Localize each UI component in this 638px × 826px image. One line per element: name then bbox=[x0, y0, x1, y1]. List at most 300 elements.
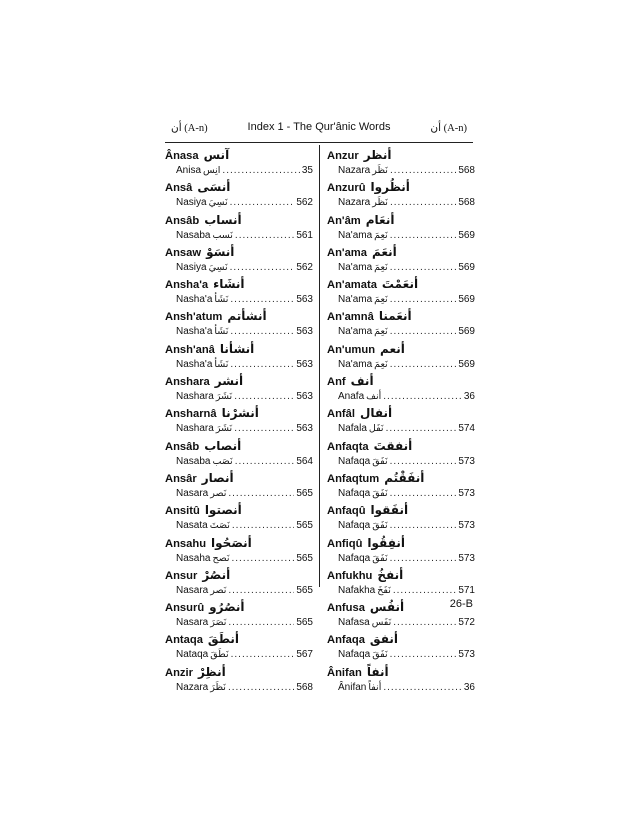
leader-dots bbox=[393, 584, 456, 598]
leader-dots bbox=[235, 455, 295, 469]
root-reference bbox=[165, 196, 313, 210]
root-latin: Nashara bbox=[176, 391, 214, 403]
root-latin: Nashara bbox=[176, 423, 214, 435]
headword bbox=[165, 342, 313, 358]
root-arabic: نَظَر bbox=[372, 197, 388, 209]
headword-latin: Ansâb bbox=[165, 214, 200, 227]
headword-latin: Anzurû bbox=[327, 182, 366, 195]
page-reference: 569 bbox=[458, 294, 475, 306]
headword-arabic: أنعَام bbox=[365, 212, 395, 227]
root-arabic: نَصَرَ bbox=[210, 617, 227, 629]
leader-dots bbox=[390, 648, 457, 662]
index-entry bbox=[165, 536, 313, 568]
root-arabic: نَسب bbox=[212, 229, 233, 241]
root-latin: Na'ama bbox=[338, 358, 373, 370]
leader-dots bbox=[230, 261, 295, 275]
headword-arabic: أنصار bbox=[201, 470, 234, 485]
root-arabic: نَصَب bbox=[212, 455, 233, 467]
root-reference bbox=[327, 390, 475, 404]
index-entry bbox=[327, 503, 475, 535]
page-reference: 565 bbox=[296, 617, 313, 629]
headword-latin: Ansahu bbox=[165, 537, 207, 550]
leader-dots bbox=[232, 519, 294, 533]
headword-latin: Anzir bbox=[165, 666, 193, 679]
leader-dots bbox=[230, 325, 294, 339]
leader-dots bbox=[230, 196, 295, 210]
headword-arabic: أنعَمَ bbox=[371, 244, 397, 259]
leader-dots bbox=[390, 487, 457, 501]
index-entry bbox=[327, 536, 475, 568]
page-reference: 565 bbox=[296, 584, 313, 596]
leader-dots bbox=[228, 487, 294, 501]
headword-arabic: أنسَى bbox=[197, 180, 231, 195]
headword-arabic: أنعَمْتَ bbox=[381, 277, 419, 292]
leader-dots bbox=[234, 422, 294, 436]
root-latin: Na'ama bbox=[338, 326, 373, 338]
index-entry bbox=[165, 632, 313, 664]
root-reference bbox=[165, 164, 313, 178]
root-latin: Nafaqa bbox=[338, 649, 371, 661]
page-reference: 568 bbox=[296, 681, 313, 693]
root-reference bbox=[165, 552, 313, 566]
root-reference bbox=[327, 325, 475, 339]
headword bbox=[327, 342, 475, 358]
headword-latin: Anfiqû bbox=[327, 537, 363, 550]
column-divider bbox=[319, 145, 320, 587]
root-latin: Nafasa bbox=[338, 617, 370, 629]
root-latin: Nasaha bbox=[176, 552, 211, 564]
leader-dots bbox=[383, 681, 462, 695]
index-column-right bbox=[327, 148, 475, 697]
root-reference bbox=[327, 261, 475, 275]
headword-latin: Ansharnâ bbox=[165, 408, 217, 421]
headword-arabic: أنشر bbox=[214, 374, 244, 389]
headword-latin: Anf bbox=[327, 376, 346, 389]
headword bbox=[165, 665, 313, 681]
root-latin: Nasara bbox=[176, 617, 209, 629]
root-latin: Nasiya bbox=[176, 261, 207, 273]
root-reference bbox=[327, 455, 475, 469]
root-reference bbox=[327, 196, 475, 210]
page-reference: 572 bbox=[458, 617, 475, 629]
page-header bbox=[165, 120, 473, 138]
root-reference bbox=[327, 422, 475, 436]
root-arabic: نَشَأ bbox=[214, 294, 229, 306]
headword bbox=[327, 439, 475, 455]
root-reference bbox=[165, 616, 313, 630]
root-arabic: نَعِمَ bbox=[374, 261, 388, 273]
index-entry bbox=[327, 245, 475, 277]
root-latin: Na'ama bbox=[338, 229, 373, 241]
index-entry bbox=[165, 439, 313, 471]
page-reference: 561 bbox=[296, 229, 313, 241]
headword-latin: Anfâl bbox=[327, 408, 355, 421]
root-reference bbox=[165, 325, 313, 339]
headword bbox=[327, 536, 475, 552]
root-latin: Nazara bbox=[338, 197, 371, 209]
root-arabic: نَعِمَ bbox=[374, 229, 388, 241]
page-reference: 573 bbox=[458, 649, 475, 661]
headword-latin: Ansh'anâ bbox=[165, 343, 215, 356]
root-latin: Nafaqa bbox=[338, 487, 371, 499]
headword-arabic: أنظُروا bbox=[370, 180, 410, 195]
root-latin: Nasha'a bbox=[176, 294, 213, 306]
leader-dots bbox=[390, 196, 456, 210]
root-reference bbox=[327, 552, 475, 566]
page-reference: 562 bbox=[296, 261, 313, 273]
headword-latin: Ansâ bbox=[165, 182, 193, 195]
leader-dots bbox=[390, 455, 457, 469]
headword-latin: Ansaw bbox=[165, 246, 202, 259]
root-latin: Nataqa bbox=[176, 649, 209, 661]
leader-dots bbox=[383, 390, 462, 404]
root-reference bbox=[165, 681, 313, 695]
index-entry bbox=[327, 374, 475, 406]
root-reference bbox=[165, 648, 313, 662]
root-arabic: نَشَرَ bbox=[215, 391, 233, 403]
page-reference: 567 bbox=[296, 649, 313, 661]
page-reference: 569 bbox=[458, 261, 475, 273]
leader-dots bbox=[386, 422, 457, 436]
headword bbox=[327, 503, 475, 519]
headword-arabic: أنشَاء bbox=[213, 277, 245, 292]
root-reference bbox=[165, 358, 313, 372]
headword bbox=[165, 213, 313, 229]
leader-dots bbox=[228, 584, 294, 598]
headword-arabic: أنفِقُوا bbox=[367, 535, 405, 550]
root-arabic: انِس bbox=[203, 165, 221, 176]
headword-latin: An'ama bbox=[327, 246, 367, 259]
header-right: أن (A-n) bbox=[430, 123, 467, 134]
root-arabic: نَظَرَ bbox=[210, 681, 226, 693]
index-entry bbox=[327, 471, 475, 503]
index-entry bbox=[165, 148, 313, 180]
root-arabic: نَفَقَ bbox=[372, 649, 388, 661]
root-reference bbox=[327, 229, 475, 243]
index-entry bbox=[165, 180, 313, 212]
root-arabic: نَفَس bbox=[371, 617, 392, 629]
root-arabic: نَصر bbox=[210, 584, 227, 596]
index-entry bbox=[165, 213, 313, 245]
page-reference: 568 bbox=[458, 165, 475, 176]
leader-dots bbox=[390, 164, 456, 178]
page-reference: 568 bbox=[458, 197, 475, 209]
leader-dots bbox=[390, 229, 457, 243]
page-reference: 563 bbox=[296, 358, 313, 370]
index-entry bbox=[165, 503, 313, 535]
page-reference: 563 bbox=[296, 326, 313, 338]
index-entry bbox=[327, 148, 475, 180]
headword bbox=[165, 406, 313, 422]
headword bbox=[327, 568, 475, 584]
headword-arabic: أنطَقَ bbox=[207, 632, 240, 647]
index-entry bbox=[165, 309, 313, 341]
root-latin: Nazara bbox=[176, 681, 209, 693]
page-reference: 565 bbox=[296, 552, 313, 564]
root-latin: Nafaqa bbox=[338, 520, 371, 532]
headword-arabic: أنعم bbox=[380, 341, 405, 356]
index-entry bbox=[327, 406, 475, 438]
root-arabic: نَسِيَ bbox=[208, 261, 228, 273]
leader-dots bbox=[235, 229, 294, 243]
headword-latin: An'amata bbox=[327, 279, 377, 292]
headword-arabic: أنفال bbox=[359, 406, 393, 421]
headword-arabic: أنصتوا bbox=[204, 503, 242, 518]
leader-dots bbox=[228, 681, 294, 695]
headword-arabic: أنصُرْ bbox=[202, 567, 231, 582]
root-latin: Nasara bbox=[176, 584, 209, 596]
headword bbox=[165, 568, 313, 584]
headword-latin: Anfaqtum bbox=[327, 472, 380, 485]
headword-arabic: أنفاً bbox=[366, 664, 389, 679]
leader-dots bbox=[234, 390, 294, 404]
headword bbox=[165, 245, 313, 261]
page-reference: 563 bbox=[296, 294, 313, 306]
headword bbox=[327, 309, 475, 325]
root-arabic: نَعِمَ bbox=[374, 294, 388, 306]
root-latin: Nafala bbox=[338, 423, 367, 435]
root-arabic: نَعِمَ bbox=[374, 326, 388, 338]
root-reference bbox=[327, 616, 475, 630]
root-latin: Nasata bbox=[176, 520, 208, 532]
root-latin: Nazara bbox=[338, 165, 371, 176]
headword-latin: Ansur bbox=[165, 569, 198, 582]
page-reference: 573 bbox=[458, 520, 475, 532]
leader-dots bbox=[231, 552, 294, 566]
headword-latin: An'umun bbox=[327, 343, 376, 356]
headword-latin: Ansâr bbox=[165, 472, 197, 485]
root-arabic: نَفَقَ bbox=[372, 552, 388, 564]
page-reference: 36 bbox=[463, 391, 475, 403]
index-entry bbox=[327, 277, 475, 309]
root-latin: Nasara bbox=[176, 487, 209, 499]
index-entry bbox=[327, 180, 475, 212]
headword bbox=[327, 471, 475, 487]
headword-latin: Ânasa bbox=[165, 150, 199, 162]
index-entry bbox=[165, 277, 313, 309]
page-reference: 569 bbox=[458, 229, 475, 241]
root-arabic: نَفَخَ bbox=[377, 584, 391, 596]
root-arabic: نَسِيَ bbox=[208, 197, 228, 209]
root-reference bbox=[327, 164, 475, 178]
page-reference: 563 bbox=[296, 391, 313, 403]
root-arabic: نَطَقَ bbox=[210, 649, 229, 661]
index-entry bbox=[165, 342, 313, 374]
root-reference bbox=[165, 390, 313, 404]
headword-arabic: أنشأنا bbox=[219, 341, 255, 356]
page-reference: 574 bbox=[458, 423, 475, 435]
root-reference bbox=[327, 648, 475, 662]
headword bbox=[327, 406, 475, 422]
page-reference: 36 bbox=[463, 681, 475, 693]
headword bbox=[165, 503, 313, 519]
page-reference: 563 bbox=[296, 423, 313, 435]
headword-arabic: أنعَمنا bbox=[378, 309, 412, 324]
page-number: 26-B bbox=[449, 598, 473, 610]
index-entry bbox=[327, 342, 475, 374]
root-reference bbox=[165, 487, 313, 501]
leader-dots bbox=[390, 358, 457, 372]
leader-dots bbox=[390, 325, 457, 339]
root-latin: Nafakha bbox=[338, 584, 376, 596]
headword-latin: Anfusa bbox=[327, 602, 365, 615]
headword-latin: Ansurû bbox=[165, 602, 205, 615]
root-arabic: نَفَقَ bbox=[372, 487, 388, 499]
root-latin: Nasaba bbox=[176, 455, 211, 467]
headword-latin: Ansâb bbox=[165, 440, 200, 453]
headword bbox=[327, 665, 475, 681]
root-arabic: نَصح bbox=[212, 552, 230, 564]
headword-latin: Ansha'a bbox=[165, 279, 209, 292]
root-arabic: نَفَقَ bbox=[372, 520, 388, 532]
root-arabic: نَفَقَ bbox=[372, 455, 388, 467]
headword-arabic: أنصُرُو bbox=[209, 600, 245, 615]
index-entry bbox=[165, 665, 313, 697]
headword-latin: Antaqa bbox=[165, 634, 203, 647]
root-reference bbox=[165, 261, 313, 275]
header-left: أن (A-n) bbox=[171, 123, 208, 134]
leader-dots bbox=[390, 261, 457, 275]
leader-dots bbox=[230, 358, 294, 372]
headword bbox=[165, 374, 313, 390]
root-reference bbox=[165, 422, 313, 436]
headword-arabic: آنس bbox=[203, 148, 230, 162]
headword-arabic: أنصاب bbox=[204, 438, 242, 453]
root-arabic: أنفاً bbox=[368, 681, 382, 693]
headword-arabic: أنفُس bbox=[369, 600, 405, 615]
index-entry bbox=[327, 309, 475, 341]
leader-dots bbox=[228, 616, 294, 630]
headword-arabic: أنف bbox=[350, 374, 374, 389]
leader-dots bbox=[390, 552, 457, 566]
root-latin: Anafa bbox=[338, 391, 365, 403]
leader-dots bbox=[390, 519, 457, 533]
headword bbox=[327, 245, 475, 261]
leader-dots bbox=[222, 164, 299, 178]
root-reference bbox=[165, 293, 313, 307]
root-arabic: أنف bbox=[366, 391, 382, 403]
headword-latin: Anfaqa bbox=[327, 634, 365, 647]
root-reference bbox=[165, 584, 313, 598]
headword-latin: Ansitû bbox=[165, 505, 200, 518]
index-column-left bbox=[165, 148, 313, 697]
headword bbox=[327, 180, 475, 196]
root-latin: Nafaqa bbox=[338, 552, 371, 564]
headword-arabic: أنصَحُوا bbox=[211, 535, 252, 550]
root-reference bbox=[165, 229, 313, 243]
root-arabic: نَظَر bbox=[372, 165, 388, 176]
root-latin: Nasiya bbox=[176, 197, 207, 209]
page-reference: 564 bbox=[296, 455, 313, 467]
root-arabic: نَشَرَ bbox=[215, 423, 233, 435]
index-entry bbox=[327, 213, 475, 245]
headword-latin: An'amnâ bbox=[327, 311, 374, 324]
index-entry bbox=[165, 600, 313, 632]
page-reference: 35 bbox=[301, 165, 313, 176]
leader-dots bbox=[230, 293, 294, 307]
headword-arabic: أنشرْنا bbox=[221, 406, 259, 421]
root-arabic: نَشَأ bbox=[214, 358, 229, 370]
headword-arabic: أنسَوْ bbox=[206, 244, 235, 259]
page-reference: 562 bbox=[296, 197, 313, 209]
headword-latin: An'âm bbox=[327, 214, 361, 227]
headword bbox=[327, 632, 475, 648]
index-entry bbox=[327, 568, 475, 600]
root-reference bbox=[327, 584, 475, 598]
header-title: Index 1 - The Qur'ânic Words bbox=[247, 121, 391, 133]
headword-latin: Anshara bbox=[165, 376, 210, 389]
page-reference: 573 bbox=[458, 487, 475, 499]
headword bbox=[165, 632, 313, 648]
headword-arabic: أنفَقوا bbox=[370, 503, 409, 518]
page-reference: 565 bbox=[296, 520, 313, 532]
headword bbox=[327, 374, 475, 390]
headword bbox=[327, 213, 475, 229]
leader-dots bbox=[231, 648, 295, 662]
page-reference: 573 bbox=[458, 552, 475, 564]
headword-arabic: أنفق bbox=[369, 632, 398, 647]
headword bbox=[165, 600, 313, 616]
root-latin: Nafaqa bbox=[338, 455, 371, 467]
headword bbox=[165, 471, 313, 487]
root-latin: Nasha'a bbox=[176, 358, 213, 370]
headword bbox=[165, 536, 313, 552]
index-entry bbox=[165, 471, 313, 503]
root-reference bbox=[327, 293, 475, 307]
leader-dots bbox=[390, 293, 457, 307]
headword bbox=[165, 439, 313, 455]
index-entry bbox=[327, 665, 475, 697]
header-rule bbox=[165, 142, 473, 143]
headword-latin: Anfaqû bbox=[327, 505, 366, 518]
headword bbox=[327, 277, 475, 293]
headword-arabic: أنفَقْتُم bbox=[384, 470, 425, 485]
index-entry bbox=[165, 374, 313, 406]
headword-latin: Anfukhu bbox=[327, 569, 373, 582]
index-entry bbox=[165, 568, 313, 600]
page-reference: 569 bbox=[458, 358, 475, 370]
headword-arabic: أنساب bbox=[204, 212, 242, 227]
headword-arabic: أنشأتم bbox=[227, 309, 267, 324]
headword bbox=[165, 148, 313, 164]
root-latin: Nasaba bbox=[176, 229, 211, 241]
headword-latin: Anzur bbox=[327, 150, 359, 162]
headword-arabic: أنفخُ bbox=[377, 567, 404, 582]
index-entry bbox=[165, 245, 313, 277]
headword-latin: Ânifan bbox=[327, 666, 362, 679]
index-entry bbox=[327, 632, 475, 664]
root-arabic: نَفَل bbox=[368, 423, 384, 435]
root-reference bbox=[165, 519, 313, 533]
root-reference bbox=[327, 487, 475, 501]
index-entry bbox=[165, 406, 313, 438]
root-reference bbox=[327, 681, 475, 695]
headword bbox=[327, 148, 475, 164]
root-latin: Nasha'a bbox=[176, 326, 213, 338]
headword bbox=[165, 180, 313, 196]
page-reference: 565 bbox=[296, 487, 313, 499]
root-reference bbox=[327, 358, 475, 372]
page-reference: 571 bbox=[458, 584, 475, 596]
headword bbox=[165, 277, 313, 293]
leader-dots bbox=[393, 616, 456, 630]
headword-arabic: أنظِرْ bbox=[197, 664, 226, 679]
root-reference bbox=[327, 519, 475, 533]
root-latin: Na'ama bbox=[338, 294, 373, 306]
root-arabic: نَعِمَ bbox=[374, 358, 388, 370]
root-reference bbox=[165, 455, 313, 469]
root-latin: Na'ama bbox=[338, 261, 373, 273]
